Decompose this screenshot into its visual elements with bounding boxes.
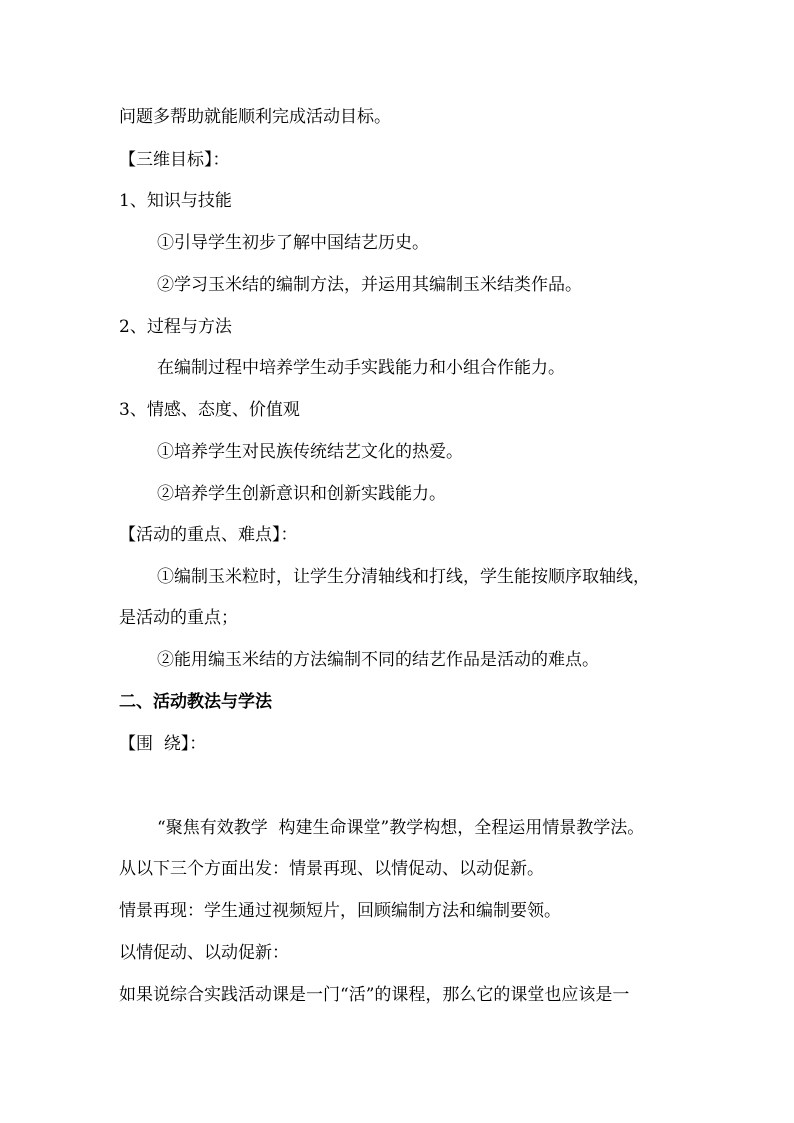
- goal-item-process: 在编制过程中培养学生动手实践能力和小组合作能力。: [157, 358, 565, 378]
- goal-item-knowledge-2: ②学习玉米结的编制方法，并运用其编制玉米结类作品。: [157, 275, 582, 295]
- section-heading-teaching-methods: 二、活动教法与学法: [119, 692, 272, 712]
- heading-emotion-values: 3、情感、态度、价值观: [119, 400, 300, 420]
- heading-three-dimensional-goals: 【三维目标】：: [119, 150, 230, 170]
- paragraph-teaching-concept: “聚焦有效教学 构建生命课堂”教学构想，全程运用情景教学法。: [157, 818, 645, 838]
- paragraph-emotion-action: 以情促动、以动促新：: [119, 943, 289, 963]
- paragraph-three-aspects: 从以下三个方面出发：情景再现、以情促动、以动促新。: [119, 859, 544, 879]
- heading-knowledge-skills: 1、知识与技能: [119, 191, 232, 211]
- text-line-continuation: 问题多帮助就能顺利完成活动目标。: [119, 107, 391, 127]
- key-point-line-2: 是活动的重点；: [119, 608, 238, 628]
- heading-process-methods: 2、过程与方法: [119, 317, 232, 337]
- paragraph-scene-reproduction: 情景再现：学生通过视频短片，回顾编制方法和编制要领。: [119, 901, 561, 921]
- heading-key-difficult-points: 【活动的重点、难点】：: [119, 525, 298, 545]
- goal-item-emotion-2: ②培养学生创新意识和创新实践能力。: [157, 484, 446, 504]
- paragraph-living-course: 如果说综合实践活动课是一门“活”的课程，那么它的课堂也应该是一: [119, 985, 630, 1005]
- key-point-line-1: ①编制玉米粒时，让学生分清轴线和打线，学生能按顺序取轴线，: [157, 567, 650, 587]
- heading-around: 【围 绕】：: [119, 734, 207, 754]
- goal-item-knowledge-1: ①引导学生初步了解中国结艺历史。: [157, 233, 429, 253]
- goal-item-emotion-1: ①培养学生对民族传统结艺文化的热爱。: [157, 442, 463, 462]
- difficult-point-line: ②能用编玉米结的方法编制不同的结艺作品是活动的难点。: [157, 650, 599, 670]
